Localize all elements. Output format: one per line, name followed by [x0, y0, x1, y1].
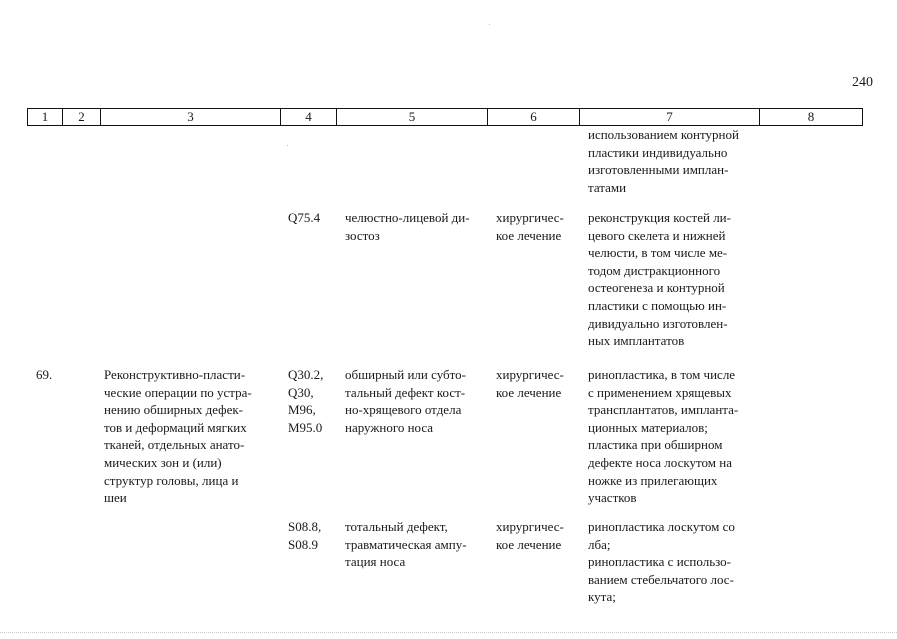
diagnosis-codes: Q75.4 [288, 210, 321, 225]
column-header-row [27, 108, 863, 126]
column-header-7: 7 [580, 109, 760, 126]
treatment-type: хирургичес- кое лечение [496, 519, 564, 552]
scan-speck [287, 145, 288, 146]
treatment-type: хирургичес- кое лечение [496, 367, 564, 400]
patient-model-text: челюстно-лицевой ди- зостоз [345, 210, 470, 243]
diagnosis-codes: Q30.2, Q30, M96, M95.0 [288, 367, 324, 435]
column-header-4: 4 [281, 109, 337, 126]
method-text: ринопластика лоскутом со лба; ринопластика с использо- ванием стебельчатого лос- кута; [588, 519, 735, 605]
care-type-name: Реконструктивно-пласти- ческие операции по устра- нению обширных дефек- тов и деформаций мягких тканей, отдельных анато- мических зон и (или) структур головы, лица и шеи [104, 367, 252, 506]
column-header-6: 6 [488, 109, 580, 126]
method-text: реконструкция костей ли- цевого скелета и нижней челюсти, в том числе ме- тодом дистракционного остеогенеза и контурной пластики с помощью ин- дивидуально изготовлен- ных имплантатов [588, 210, 731, 349]
column-header-2: 2 [63, 109, 101, 126]
patient-model-text: обширный или субто- тальный дефект кост- но-хрящевого отдела наружного носа [345, 367, 467, 435]
page-number: 240 [852, 75, 873, 90]
treatment-type: хирургичес- кое лечение [496, 210, 564, 243]
column-header-8: 8 [760, 109, 863, 126]
method-text: ринопластика, в том числе с применением хрящевых трансплантатов, импланта- ционных материалов; пластика при обширном дефекте носа лоскутом на ножке из прилегающих участков [588, 367, 739, 506]
scan-speck [489, 24, 490, 25]
method-text: использованием контурной пластики индивидуально изготовленными имплан- татами [588, 127, 739, 195]
column-header-3: 3 [101, 109, 281, 126]
diagnosis-codes: S08.8, S08.9 [288, 519, 322, 552]
scan-edge [0, 632, 897, 634]
column-header-1: 1 [28, 109, 63, 126]
column-header-5: 5 [337, 109, 488, 126]
row-number: 69. [36, 367, 53, 382]
patient-model-text: тотальный дефект, травматическая ампу- тация носа [345, 519, 467, 570]
